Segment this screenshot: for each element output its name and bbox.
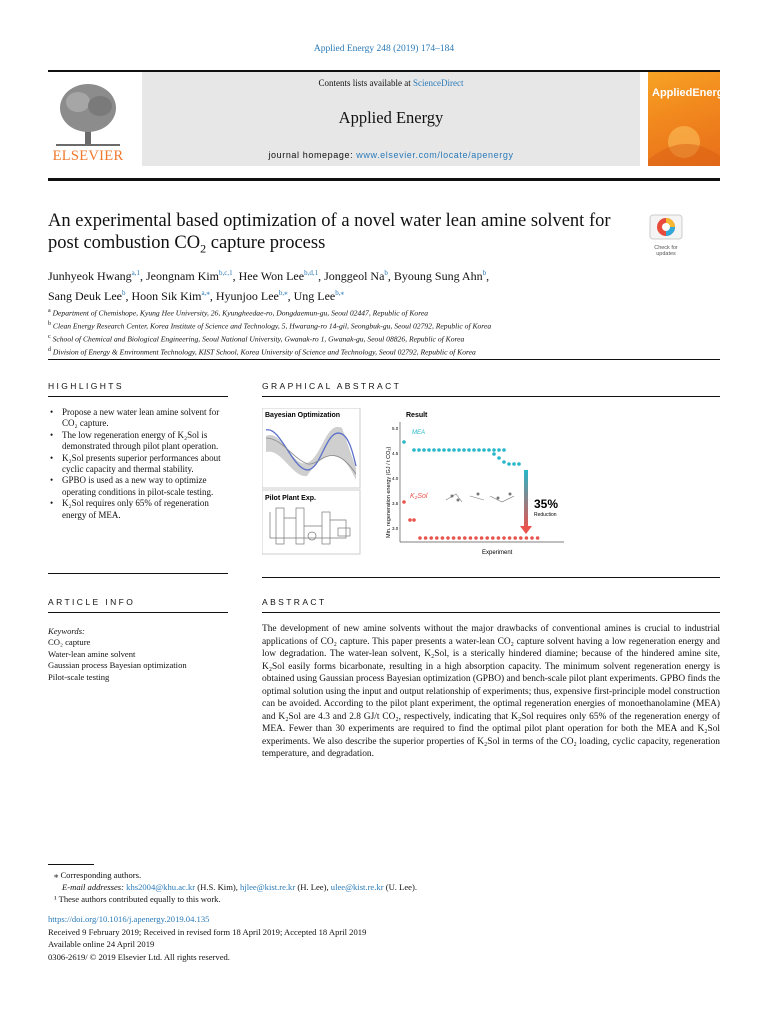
author-affiliation-mark[interactable]: b,c,1 <box>219 269 233 277</box>
k2sol-point <box>457 536 461 540</box>
highlights-heading: HIGHLIGHTS <box>48 381 124 391</box>
k2sol-point <box>408 518 412 522</box>
mea-point <box>457 448 461 452</box>
k2sol-point <box>412 518 416 522</box>
affiliation-mark: b <box>48 321 51 328</box>
crossmark-icon <box>648 214 684 240</box>
y-tick-label: 4.5 <box>392 451 399 456</box>
k2sol-point <box>497 536 501 540</box>
article-info-rule <box>48 612 228 613</box>
email-addresses <box>62 881 417 893</box>
journal-name: Applied Energy <box>338 108 444 127</box>
email-owner: (H.S. Kim), <box>195 882 241 892</box>
molecule-structures <box>446 493 514 503</box>
author-affiliation-mark[interactable]: b,⁎ <box>335 289 344 297</box>
k2sol-point <box>429 536 433 540</box>
mea-point <box>477 448 481 452</box>
k2sol-point <box>508 536 512 540</box>
mea-series-label: MEA <box>412 430 426 436</box>
affiliation-text: Clean Energy Research Center, Korea Institute of Science and Technology, 5, Hwarang-ro 14-gil, Seongbuk-gu, Seoul 02792, Republic of Korea <box>51 321 492 331</box>
k2sol-point <box>513 536 517 540</box>
mea-point <box>517 462 521 466</box>
author-list: Junhyeok Hwang$^{a,1}$, Jeongnam Kim$^{b,c,1}$, Hee Won Lee$^{b,d,1}$, Jonggeol Na$^b$, Byoung Sung Ahn$^b$, Sang Deuk Lee$^b$, Hoon Sik Kim$^{a,⁎}$, Hyunjoo Lee$^{b,⁎}$, Ung Lee$^{b,⁎}$ <box>48 269 490 303</box>
mea-point <box>492 448 496 452</box>
result-label: Result <box>406 412 428 419</box>
author-affiliation-mark[interactable]: b,d,1 <box>304 269 319 277</box>
email-link[interactable]: hjlee@kist.re.kr <box>240 882 296 892</box>
author-name: Jonggeol Na <box>324 269 385 283</box>
highlight-item: • The low regeneration energy of K₂Sol is demonstrated through pilot plant operation. <box>48 430 228 453</box>
y-tick-label: 4.0 <box>392 476 399 481</box>
graphical-abstract-rule-bottom <box>262 577 720 578</box>
pilot-label: Pilot Plant Exp. <box>265 495 316 502</box>
author-affiliation-mark[interactable]: a,1 <box>131 269 141 277</box>
keyword-item: Gaussian process Bayesian optimization <box>48 660 187 671</box>
y-tick-label: 5.0 <box>392 426 399 431</box>
author-name: Ung Lee <box>293 289 336 303</box>
cover-title: AppliedEnergy <box>652 87 730 99</box>
k2sol-point <box>441 536 445 540</box>
highlights-list <box>48 407 228 521</box>
reduction-value: 35% <box>534 497 559 511</box>
mea-point <box>497 448 501 452</box>
author-affiliation-mark[interactable]: b <box>482 269 487 277</box>
mea-point <box>497 456 501 460</box>
mea-point <box>452 448 456 452</box>
mea-point <box>432 448 436 452</box>
author-affiliation-mark[interactable]: b <box>121 289 126 297</box>
k2sol-point <box>418 536 422 540</box>
k2sol-point <box>485 536 489 540</box>
k2sol-point <box>452 536 456 540</box>
highlight-item: • K₂Sol requires only 65% of regeneration energy of MEA. <box>48 498 228 521</box>
graphical-abstract-rule <box>262 396 720 397</box>
mea-point <box>402 440 406 444</box>
email-link[interactable]: ulee@kist.re.kr <box>330 882 384 892</box>
reduction-arrow-shaft <box>524 470 528 528</box>
graphical-abstract-figure <box>262 408 570 560</box>
mea-point <box>422 448 426 452</box>
mea-point <box>412 448 416 452</box>
keywords-label: Keywords: <box>48 626 85 636</box>
x-axis-label: Experiment <box>482 550 513 556</box>
mea-point <box>472 448 476 452</box>
journal-citation[interactable]: Applied Energy 248 (2019) 174–184 <box>313 44 455 54</box>
doi-link[interactable]: https://doi.org/10.1016/j.apenergy.2019.04.135 <box>48 914 210 924</box>
email-link[interactable]: khs2004@khu.ac.kr <box>126 882 196 892</box>
section-rule-1 <box>48 359 720 360</box>
affiliation <box>48 319 720 332</box>
k2sol-point <box>530 536 534 540</box>
y-tick-labels <box>392 426 399 531</box>
k2sol-point <box>435 536 439 540</box>
k2sol-point <box>463 536 467 540</box>
author-affiliation-mark[interactable]: b <box>384 269 388 277</box>
author-name: Hoon Sik Kim <box>131 289 202 303</box>
k2sol-point <box>480 536 484 540</box>
k2sol-point <box>424 536 428 540</box>
keyword-item: Pilot-scale testing <box>48 671 110 682</box>
affiliation-text: School of Chemical and Biological Engineering, Seoul National University, Gwanak-ro 1, Gwanak-gu, Seoul 08826, Republic of Korea <box>50 334 465 344</box>
author-name: Byoung Sung Ahn <box>393 269 483 283</box>
graphical-abstract-svg <box>262 408 570 560</box>
mea-point <box>467 448 471 452</box>
highlight-item: • GPBO is used as a new way to optimize operating conditions in pilot-scale testing. <box>48 475 228 498</box>
affiliation-text: Division of Energy & Environment Technology, KIST School, Korea University of Science and Technology, Seoul 02792, Republic of Korea <box>51 347 476 357</box>
footnote-rule <box>48 864 94 865</box>
email-owner: (U. Lee). <box>383 882 417 892</box>
keywords-list <box>48 637 228 683</box>
mea-point <box>482 448 486 452</box>
author-affiliation-mark[interactable]: a,⁎ <box>201 289 210 297</box>
k2sol-point <box>491 536 495 540</box>
header-rule-bottom <box>48 178 720 181</box>
mea-point <box>502 460 506 464</box>
mea-point <box>427 448 431 452</box>
email-label: E-mail addresses: <box>62 882 127 892</box>
k2sol-point <box>525 536 529 540</box>
k2sol-points <box>402 500 539 540</box>
mea-point <box>447 448 451 452</box>
journal-banner <box>142 72 640 166</box>
abstract-text: The development of new amine solvents without the major drawbacks of conventional amines is crucial to industrial applications of CO₂ capture. This paper presents a water-lean CO₂ capture solvent having a low regeneration energy and low degradation. The water-lean solvent, K₂Sol, is a sterically hindered diamine; because of the hindered amine site, K₂Sol easily forms bicarbonate, resulting in a high absorption capacity. The minimum solvent regeneration energy is obtained using Gaussian process Bayesian optimization (GPBO) and bench-scale pilot plant experiments. GPBO finds the optimal solution using the input and output relationship of experiments; thus, expensive first-principle model construction can be avoided. According to the pilot plant experiment, the optimal regeneration energies of monoethanolamine (MEA) and K₂Sol are 4.3 and 2.8 GJ/t CO₂, respectively, indicating that K₂Sol requires only 65% of the regeneration energy of MEA. Fewer than 30 experiments are required to find the optimal pilot plant operation for both the MEA and K₂Sol experiments. We also describe the superior properties of K₂Sol in terms of the CO₂ loading, cyclic capacity, regeneration temperature, and degradation. <box>262 624 720 759</box>
mea-point <box>417 448 421 452</box>
affiliation <box>48 306 720 319</box>
y-axis-label: Min. regeneration energy (GJ / t CO₂) <box>386 446 392 538</box>
mea-point <box>502 448 506 452</box>
bo-label: Bayesian Optimization <box>265 412 341 419</box>
keywords-block <box>48 626 228 683</box>
journal-homepage: journal homepage: www.elsevier.com/locate/apenergy <box>268 150 514 160</box>
article-title: An experimental based optimization of a novel water lean amine solvent for post combustion $CO_2$ capture process <box>48 211 611 256</box>
highlight-item: • Propose a new water lean amine solvent for CO₂ capture. <box>48 407 228 430</box>
received-dates: Received 9 February 2019; Received in revised form 18 April 2019; Accepted 18 April 2019 <box>48 927 367 937</box>
mea-point <box>437 448 441 452</box>
author-name: Hee Won Lee <box>238 269 305 283</box>
graphical-abstract-heading: GRAPHICAL ABSTRACT <box>262 381 402 391</box>
publisher-name: ELSEVIER <box>52 148 124 164</box>
sciencedirect-link[interactable]: ScienceDirect <box>413 78 464 88</box>
mea-point <box>512 462 516 466</box>
affiliation-mark: d <box>48 347 51 354</box>
cover-art <box>648 120 720 166</box>
y-tick-label: 3.5 <box>392 501 399 506</box>
k2sol-point <box>474 536 478 540</box>
check-for-updates-badge[interactable]: Check for updates <box>648 214 684 254</box>
author-name: Jeongnam Kim <box>146 269 220 283</box>
highlights-rule-bottom <box>48 573 228 574</box>
keyword-item: CO₂ capture <box>48 637 91 648</box>
affiliation <box>48 345 720 358</box>
email-owner: (H. Lee), <box>295 882 331 892</box>
mea-point <box>492 452 496 456</box>
k2sol-point <box>536 536 540 540</box>
y-tick-label: 3.0 <box>392 526 399 531</box>
mea-point <box>442 448 446 452</box>
highlights-rule <box>48 396 228 397</box>
abstract-heading: ABSTRACT <box>262 597 327 607</box>
author-name: Sang Deuk Lee <box>48 289 122 303</box>
k2sol-point <box>469 536 473 540</box>
article-info-heading: ARTICLE INFO <box>48 597 136 607</box>
homepage-link[interactable]: www.elsevier.com/locate/apenergy <box>356 150 514 160</box>
keyword-item: Water-lean amine solvent <box>48 648 136 659</box>
online-date: Available online 24 April 2019 <box>48 939 155 949</box>
abstract-rule <box>262 612 720 613</box>
affiliation-list <box>48 306 720 358</box>
author-affiliation-mark[interactable]: b,⁎ <box>278 289 288 297</box>
affiliation-text: Department of Chemishope, Kyung Hee University, 26, Kyungheedae-ro, Dongdaemun-gu, Seoul 02447, Republic of Korea <box>50 308 429 318</box>
mea-point <box>487 448 491 452</box>
mea-point <box>462 448 466 452</box>
highlight-item: • K₂Sol presents superior performances about cyclic capacity and thermal stability. <box>48 453 228 476</box>
equal-contribution-note: ¹ These authors contributed equally to this work. <box>54 894 221 904</box>
journal-cover[interactable] <box>648 72 730 166</box>
elsevier-logo <box>48 78 128 166</box>
contents-line: Contents lists available at ScienceDirect <box>318 78 464 88</box>
author-name: Junhyeok Hwang <box>48 269 132 283</box>
k2sol-point <box>402 500 406 504</box>
copyright-line: 0306-2619/ © 2019 Elsevier Ltd. All rights reserved. <box>48 952 230 962</box>
corresponding-note: ⁎ Corresponding authors. <box>54 870 142 880</box>
mea-point <box>507 462 511 466</box>
k2sol-point <box>446 536 450 540</box>
k2sol-series-label: K₂Sol <box>410 493 428 500</box>
k2sol-point <box>502 536 506 540</box>
reduction-label: Reduction <box>534 512 557 518</box>
mea-points <box>402 440 521 466</box>
k2sol-point <box>519 536 523 540</box>
author-name: Hyunjoo Lee <box>215 289 279 303</box>
affiliation-mark: a <box>48 308 51 314</box>
affiliation-mark: c <box>48 334 51 341</box>
reduction-arrow-head <box>520 526 532 534</box>
affiliation <box>48 332 720 345</box>
